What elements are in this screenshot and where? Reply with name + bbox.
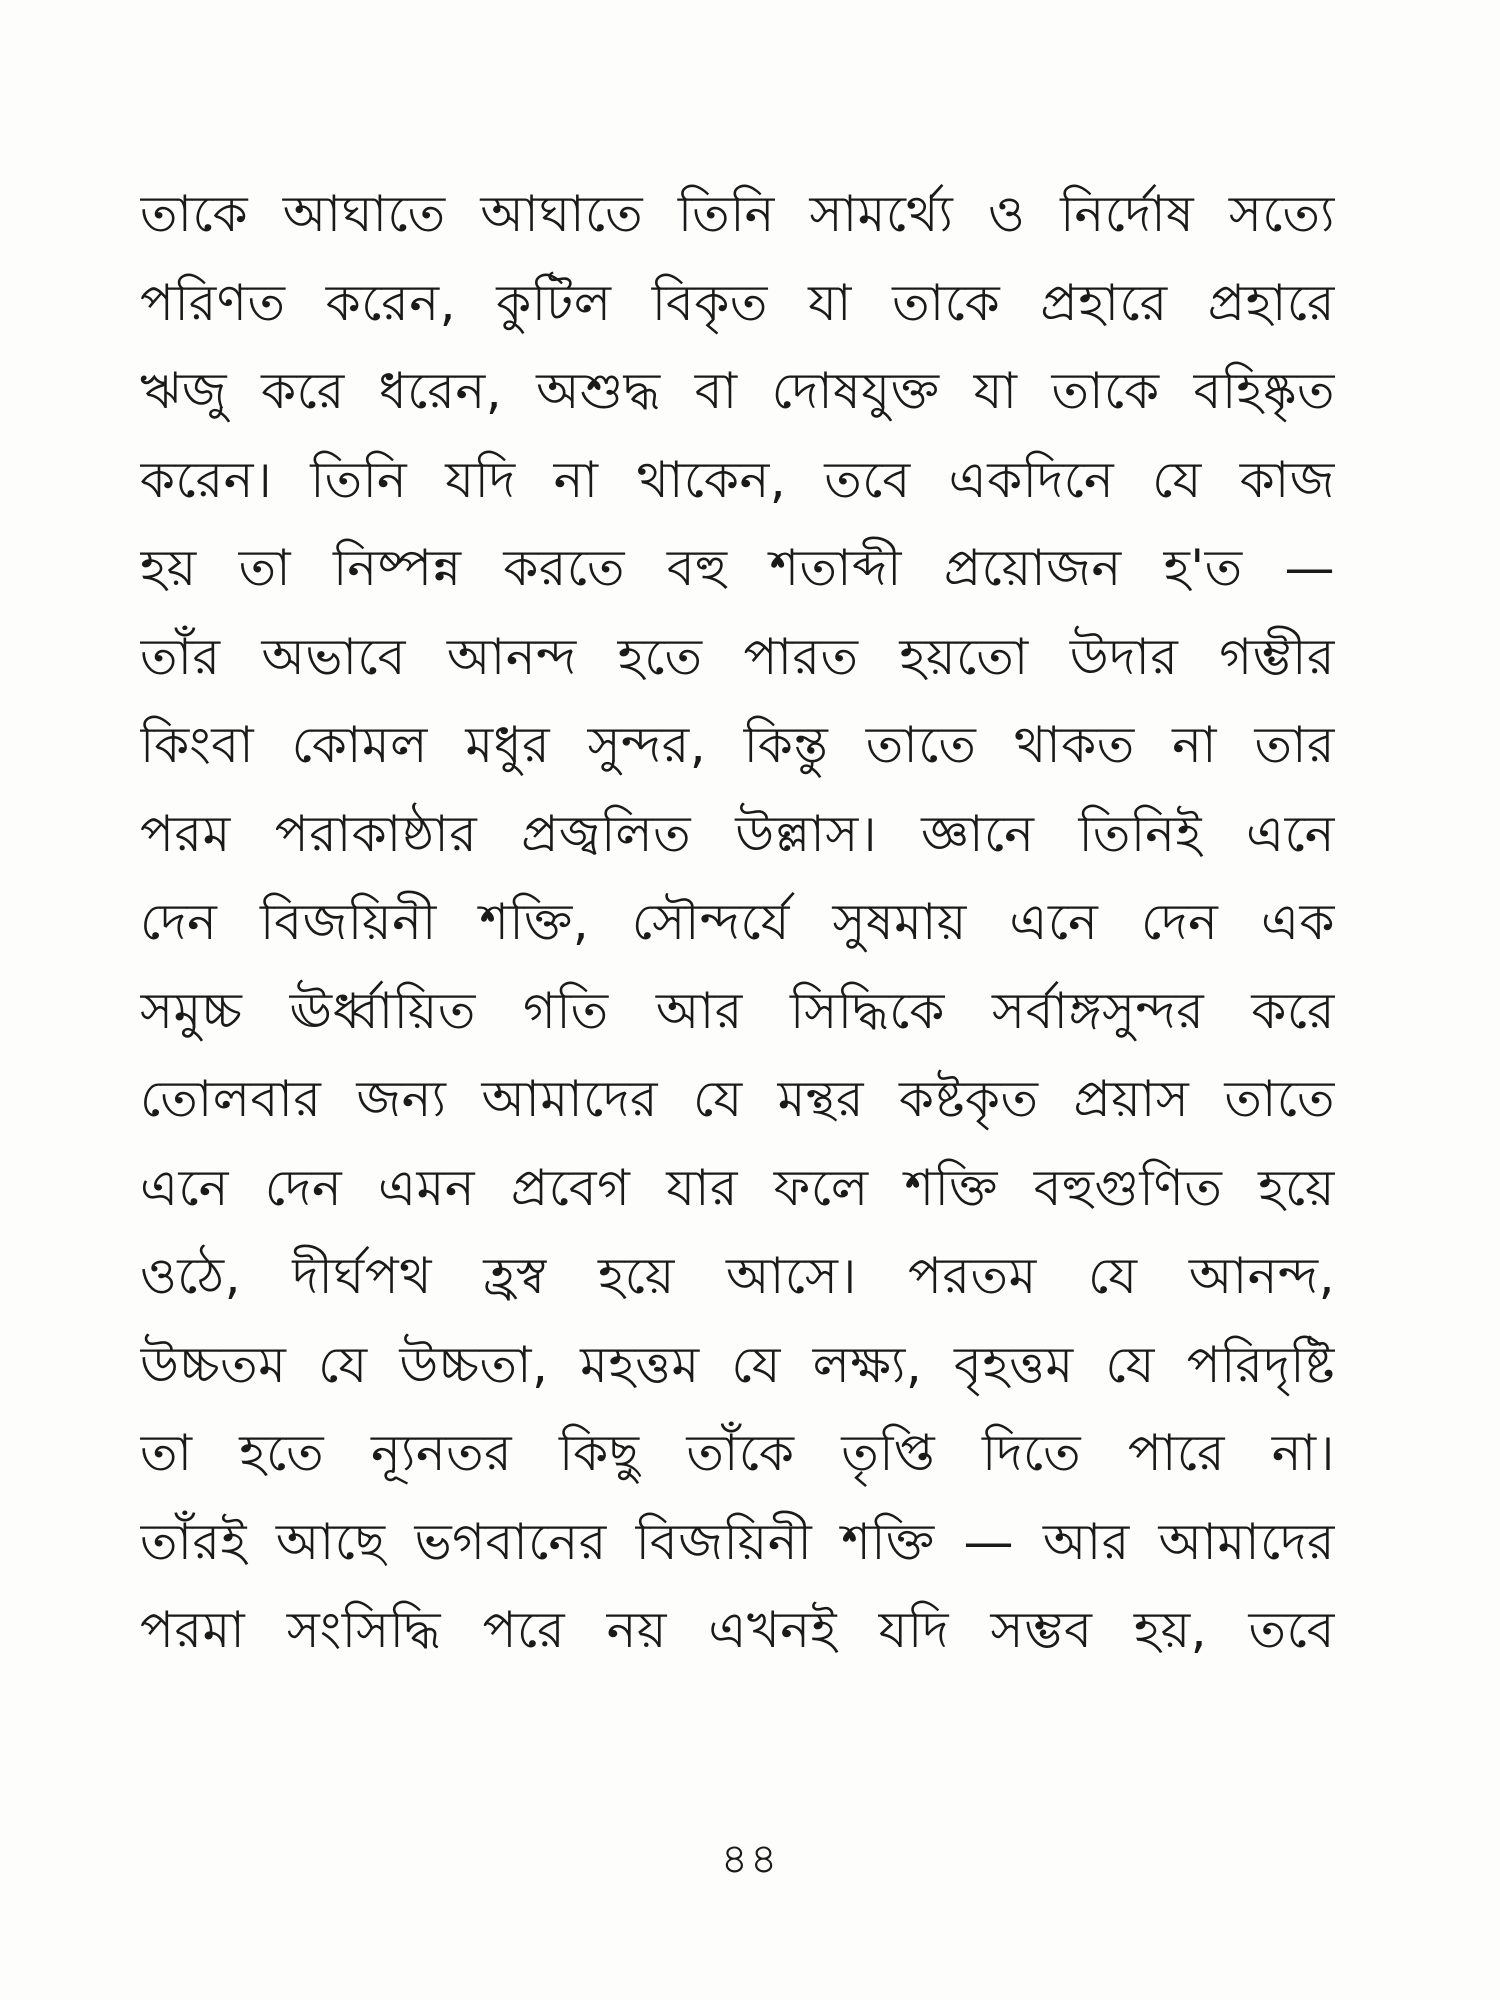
text-line: তাঁরই আছে ভগবানের বিজয়িনী শক্তি — আর আমাদের [140,1512,1335,1571]
text-line: তাঁর অভাবে আনন্দ হতে পারত হয়তো উদার গম্ভীর [140,627,1335,686]
text-line: পরিণত করেন, কুটিল বিকৃত যা তাকে প্রহারে প্রহারে [140,273,1335,332]
text-line: এনে দেন এমন প্রবেগ যার ফলে শক্তি বহুগুণিত হয়ে [140,1158,1335,1217]
text-line: উচ্চতম যে উচ্চতা, মহত্তম যে লক্ষ্য, বৃহত্তম যে পরিদৃষ্টি [140,1335,1335,1394]
text-line: পরমা সংসিদ্ধি পরে নয় এখনই যদি সম্ভব হয়, তবে [140,1601,1335,1659]
text-line: দেন বিজয়িনী শক্তি, সৌন্দর্যে সুষমায় এনে দেন এক [140,893,1335,951]
text-line: হয় তা নিষ্পন্ন করতে বহু শতাব্দী প্রয়োজন হ'ত — [140,539,1335,597]
text-line: তাকে আঘাতে আঘাতে তিনি সামর্থ্যে ও নির্দোষ সত্যে [140,185,1335,243]
body-text [140,170,1335,1675]
text-line: পরম পরাকাষ্ঠার প্রজ্বলিত উল্লাস। জ্ঞানে তিনিই এনে [140,804,1335,863]
text-line: ওঠে, দীর্ঘপথ হ্রস্ব হয়ে আসে। পরতম যে আনন্দ, [140,1247,1335,1305]
text-line: সমুচ্চ ঊর্ধ্বায়িত গতি আর সিদ্ধিকে সর্বাঙ্গসুন্দর করে [140,981,1335,1040]
text-line: তা হতে ন্যূনতর কিছু তাঁকে তৃপ্তি দিতে পারে না। [140,1424,1335,1482]
text-line: তোলবার জন্য আমাদের যে মন্থর কষ্টকৃত প্রয়াস তাতে [140,1070,1335,1128]
text-line: করেন। তিনি যদি না থাকেন, তবে একদিনে যে কাজ [140,450,1335,509]
text-line: কিংবা কোমল মধুর সুন্দর, কিন্তু তাতে থাকত না তার [140,716,1335,774]
text-line: ঋজু করে ধরেন, অশুদ্ধ বা দোষযুক্ত যা তাকে বহিষ্কৃত [140,362,1335,420]
page-number: ৪৪ [720,1834,780,1883]
